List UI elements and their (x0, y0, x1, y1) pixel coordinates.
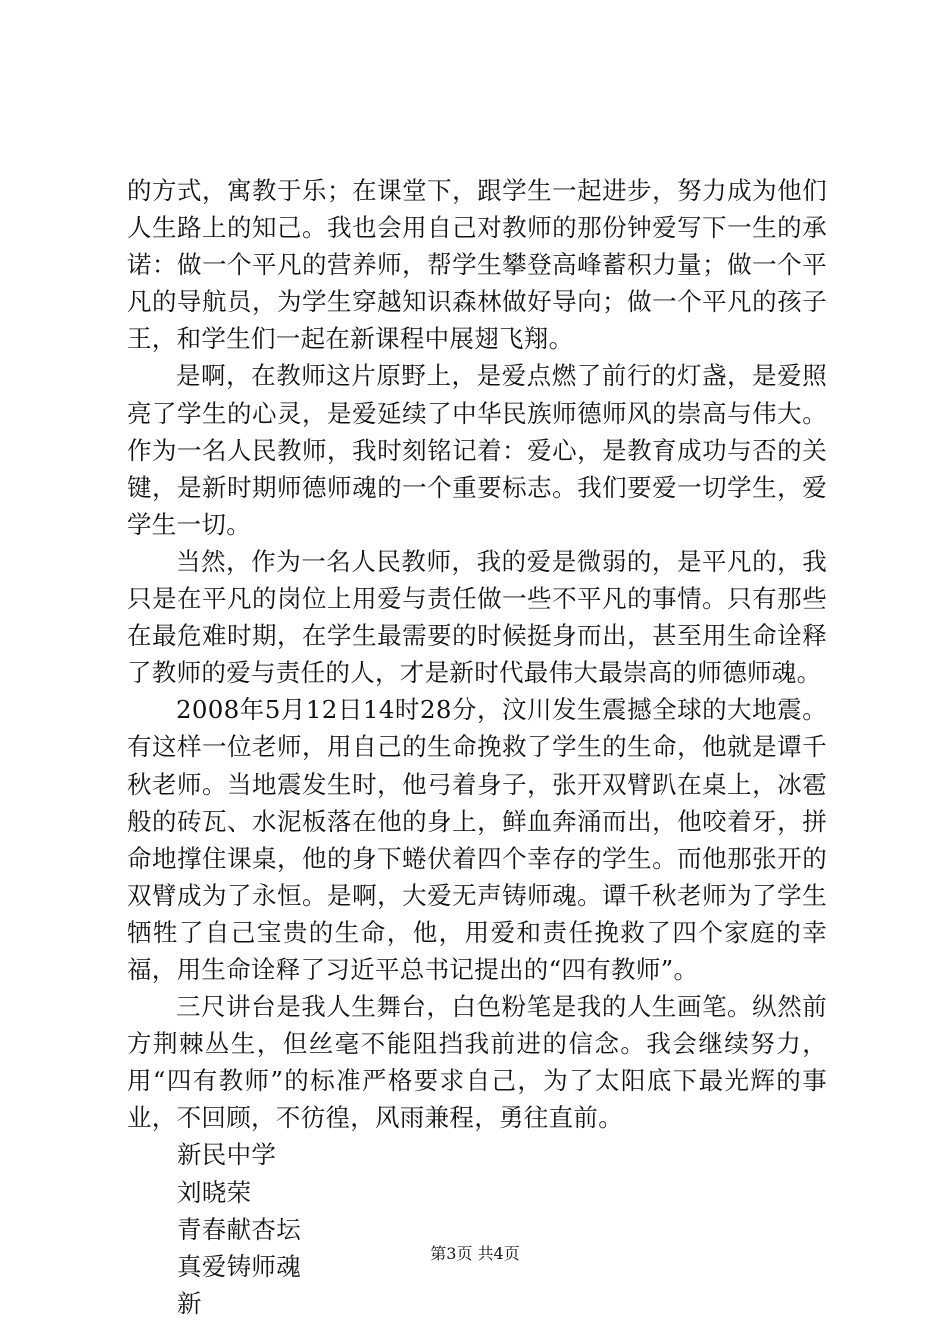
paragraph-2: 是啊，在教师这片原野上，是爱点燃了前行的灯盏，是爱照亮了学生的心灵，是爱延续了中华民族师德师风的崇高与伟大。作为一名人民教师，我时刻铭记着：爱心，是教育成功与否的关键，是新时期师德师魂的一个重要标志。我们要爱一切学生，爱学生一切。 (127, 361, 827, 539)
signature-block (127, 1136, 827, 1321)
paragraph-4: 2008年5月12日14时28分，汶川发生震撼全球的大地震。有这样一位老师，用自己的生命挽救了学生的生命，他就是谭千秋老师。当地震发生时，他弓着身子，张开双臂趴在桌上，冰雹般的砖瓦、水泥板落在他的身上，鲜血奔涌而出，他咬着牙，拼命地撑住课桌，他的身下蜷伏着四个幸存的学生。而他那张开的双臂成为了永恒。是啊，大爱无声铸师魂。谭千秋老师为了学生牺牲了自己宝贵的生命，他，用爱和责任挽救了四个家庭的幸福，用生命诠释了习近平总书记提出的“四有教师”。 (127, 695, 827, 984)
signature-school: 新民中学 (177, 1140, 277, 1170)
paragraph-3: 当然，作为一名人民教师，我的爱是微弱的，是平凡的，我只是在平凡的岗位上用爱与责任做一些不平凡的事情。只有那些在最危难时期，在学生最需要的时候挺身而出，甚至用生命诠释了教师的爱与责任的人，才是新时代最伟大最崇高的师德师魂。 (127, 546, 827, 688)
paragraph-1: 的方式，寓教于乐；在课堂下，跟学生一起进步，努力成为他们人生路上的知己。我也会用自己对教师的那份钟爱写下一生的承诺：做一个平凡的营养师，帮学生攀登高峰蓄积力量；做一个平凡的导航员，为学生穿越知识森林做好导向；做一个平凡的孩子王，和学生们一起在新课程中展翅飞翔。 (127, 176, 827, 354)
signature-title-line-2: 真爱铸师魂 (177, 1251, 301, 1281)
signature-title-line-1: 青春献杏坛 (177, 1214, 301, 1244)
signature-author: 刘晓荣 (177, 1177, 252, 1207)
document-body (127, 172, 827, 1322)
paragraph-5: 三尺讲台是我人生舞台，白色粉笔是我的人生画笔。纵然前方荆棘丛生，但丝毫不能阻挡我前进的信念。我会继续努力，用“四有教师”的标准严格要求自己，为了太阳底下最光辉的事业，不回顾，不彷徨，风雨兼程，勇往直前。 (127, 992, 827, 1133)
signature-fragment: 新 (177, 1288, 202, 1318)
page-footer: 第3页 共4页 (430, 1244, 520, 1263)
